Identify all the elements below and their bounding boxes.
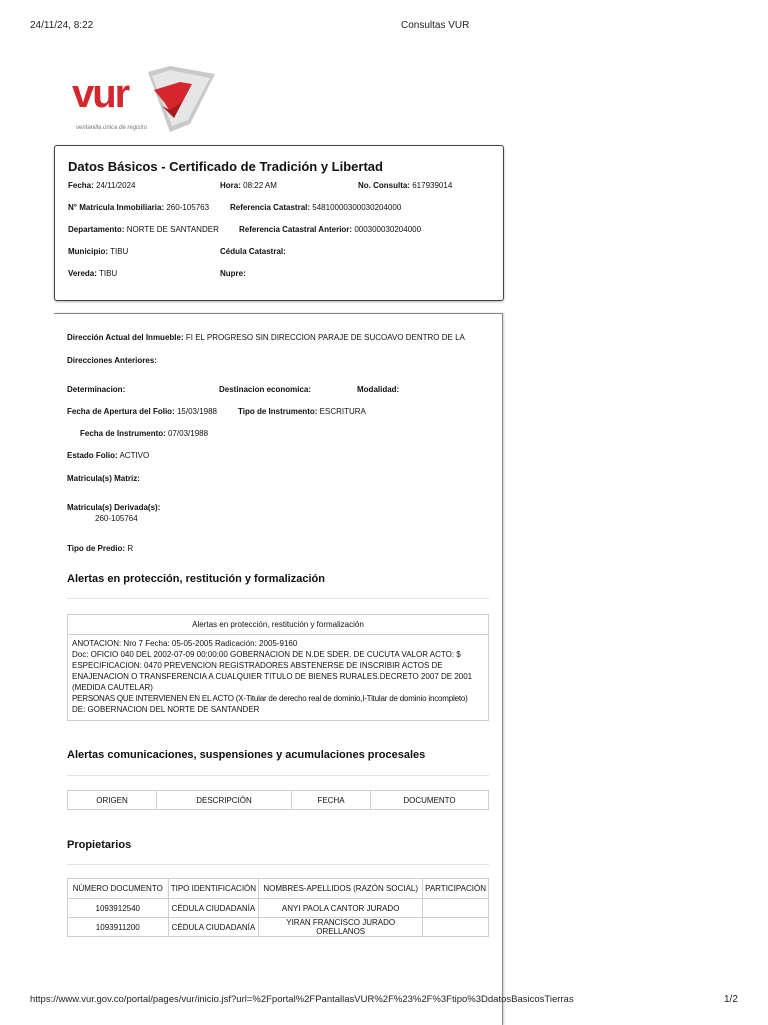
basic-data-title: Datos Básicos - Certificado de Tradición y Libertad bbox=[68, 159, 383, 174]
table-header-row bbox=[68, 879, 489, 899]
divider bbox=[67, 775, 489, 776]
fecha-field: Fecha: 24/11/2024 bbox=[68, 181, 136, 190]
alertas-proteccion-content bbox=[68, 635, 488, 715]
direcciones-anteriores-field: Direcciones Anteriores: bbox=[67, 356, 157, 365]
table-cell: 1093912540 bbox=[68, 899, 169, 918]
referencia-catastral-anterior-field: Referencia Catastral Anterior: 000300030204000 bbox=[239, 225, 422, 234]
cedula-catastral-field: Cédula Catastral: bbox=[220, 247, 286, 256]
table-cell: CÉDULA CIUDADANÍA bbox=[168, 899, 259, 918]
alerta-line: ESPECIFICACION: 0470 PREVENCION REGISTRADORES ABSTENERSE DE INSCRIBIR ACTOS DE bbox=[72, 661, 443, 670]
alertas-comunicaciones-title: Alertas comunicaciones, suspensiones y acumulaciones procesales bbox=[67, 749, 426, 761]
divider bbox=[67, 864, 489, 865]
basic-data-card bbox=[54, 145, 504, 301]
table-cell: 1093911200 bbox=[68, 918, 169, 937]
table-row bbox=[68, 899, 489, 918]
column-header: NÚMERO DOCUMENTO bbox=[68, 879, 169, 899]
municipio-field: Municipio: TIBU bbox=[68, 247, 129, 256]
table-cell: CÉDULA CIUDADANÍA bbox=[168, 918, 259, 937]
nupre-field: Nupre: bbox=[220, 269, 246, 278]
tipo-predio-field: Tipo de Predio: R bbox=[67, 544, 134, 553]
table-cell bbox=[423, 899, 489, 918]
hora-field: Hora: 08:22 AM bbox=[220, 181, 277, 190]
matricula-derivada-label: Matricula(s) Derivada(s): bbox=[67, 503, 161, 512]
divider bbox=[67, 598, 489, 599]
alerta-line: Doc: OFICIO 040 DEL 2002-07-09 00:00:00 GOBERNACION DE N.DE SDER. DE CUCUTA VALOR ACTO: $ bbox=[72, 650, 461, 659]
direccion-field: Dirección Actual del Inmueble: FI EL PROGRESO SIN DIRECCION PARAJE DE SUCOAVO DENTRO DE LA bbox=[67, 333, 465, 342]
matricula-derivada-value: 260-105764 bbox=[95, 514, 138, 523]
fecha-apertura-field: Fecha de Apertura del Folio: 15/03/1988 bbox=[67, 407, 217, 416]
propietarios-table bbox=[67, 878, 489, 937]
vur-logo bbox=[70, 62, 220, 137]
column-header: ORIGEN bbox=[68, 791, 157, 810]
referencia-catastral-field: Referencia Catastral: 54810000300030204000 bbox=[230, 203, 402, 212]
column-header: DOCUMENTO bbox=[371, 791, 489, 810]
column-header: NOMBRES-APELLIDOS (RAZÓN SOCIAL) bbox=[259, 879, 423, 899]
table-cell: YIRAN FRANCISCO JURADO ORELLANOS bbox=[259, 918, 423, 937]
departamento-field: Departamento: NORTE DE SANTANDER bbox=[68, 225, 219, 234]
modalidad-field: Modalidad: bbox=[357, 385, 400, 394]
alertas-proteccion-table bbox=[67, 614, 489, 721]
print-datetime: 24/11/24, 8:22 bbox=[30, 20, 94, 31]
page-number: 1/2 bbox=[724, 994, 738, 1005]
destinacion-field: Destinacion economica: bbox=[219, 385, 312, 394]
print-title: Consultas VUR bbox=[401, 20, 470, 31]
table-header-row bbox=[68, 791, 489, 810]
determinacion-field: Determinacion: bbox=[67, 385, 126, 394]
alertas-proteccion-table-header: Alertas en protección, restitución y formalización bbox=[68, 615, 488, 635]
propietarios-title: Propietarios bbox=[67, 839, 132, 851]
table-cell: ANYI PAOLA CANTOR JURADO bbox=[259, 899, 423, 918]
column-header: TIPO IDENTIFICACIÓN bbox=[168, 879, 259, 899]
alertas-proteccion-title: Alertas en protección, restitución y formalización bbox=[67, 573, 325, 585]
alerta-line: (MEDIDA CAUTELAR) bbox=[72, 683, 153, 692]
column-header: PARTICIPACIÓN bbox=[423, 879, 489, 899]
print-url[interactable]: https://www.vur.gov.co/portal/pages/vur/inicio.jsf?url=%2Fportal%2FPantallasVUR%2F%23%2F%3Ftipo%3DdatosBasicosTierras bbox=[30, 994, 574, 1005]
table-row bbox=[68, 918, 489, 937]
alerta-line: ENAJENACION O TRANSFERENCIA A CUALQUIER TITULO DE BIENES RURALES.DECRETO 2007 DE 2001 bbox=[72, 672, 473, 681]
table-cell bbox=[423, 918, 489, 937]
alerta-line: ANOTACION: Nro 7 Fecha: 05-05-2005 Radicación: 2005-9160 bbox=[72, 639, 298, 648]
logo-wordmark: vur bbox=[72, 72, 129, 116]
tipo-instrumento-field: Tipo de Instrumento: ESCRITURA bbox=[238, 407, 366, 416]
alertas-comunicaciones-table bbox=[67, 790, 489, 810]
vereda-field: Vereda: TIBU bbox=[68, 269, 118, 278]
matricula-matriz-field: Matricula(s) Matriz: bbox=[67, 474, 140, 483]
fecha-instrumento-field: Fecha de Instrumento: 07/03/1988 bbox=[80, 429, 209, 438]
logo-tagline: ventanilla única de registro bbox=[76, 125, 148, 131]
column-header: FECHA bbox=[292, 791, 371, 810]
alerta-line: PERSONAS QUE INTERVIENEN EN EL ACTO (X-Titular de derecho real de dominio,I-Titular de dominio incompleto) bbox=[72, 694, 468, 703]
consulta-field: No. Consulta: 617939014 bbox=[358, 181, 453, 190]
estado-folio-field: Estado Folio: ACTIVO bbox=[67, 451, 150, 460]
column-header: DESCRIPCIÓN bbox=[157, 791, 292, 810]
alerta-line: DE: GOBERNACION DEL NORTE DE SANTANDER bbox=[72, 705, 260, 714]
matricula-field: N° Matricula Inmobiliaria: 260-105763 bbox=[68, 203, 210, 212]
